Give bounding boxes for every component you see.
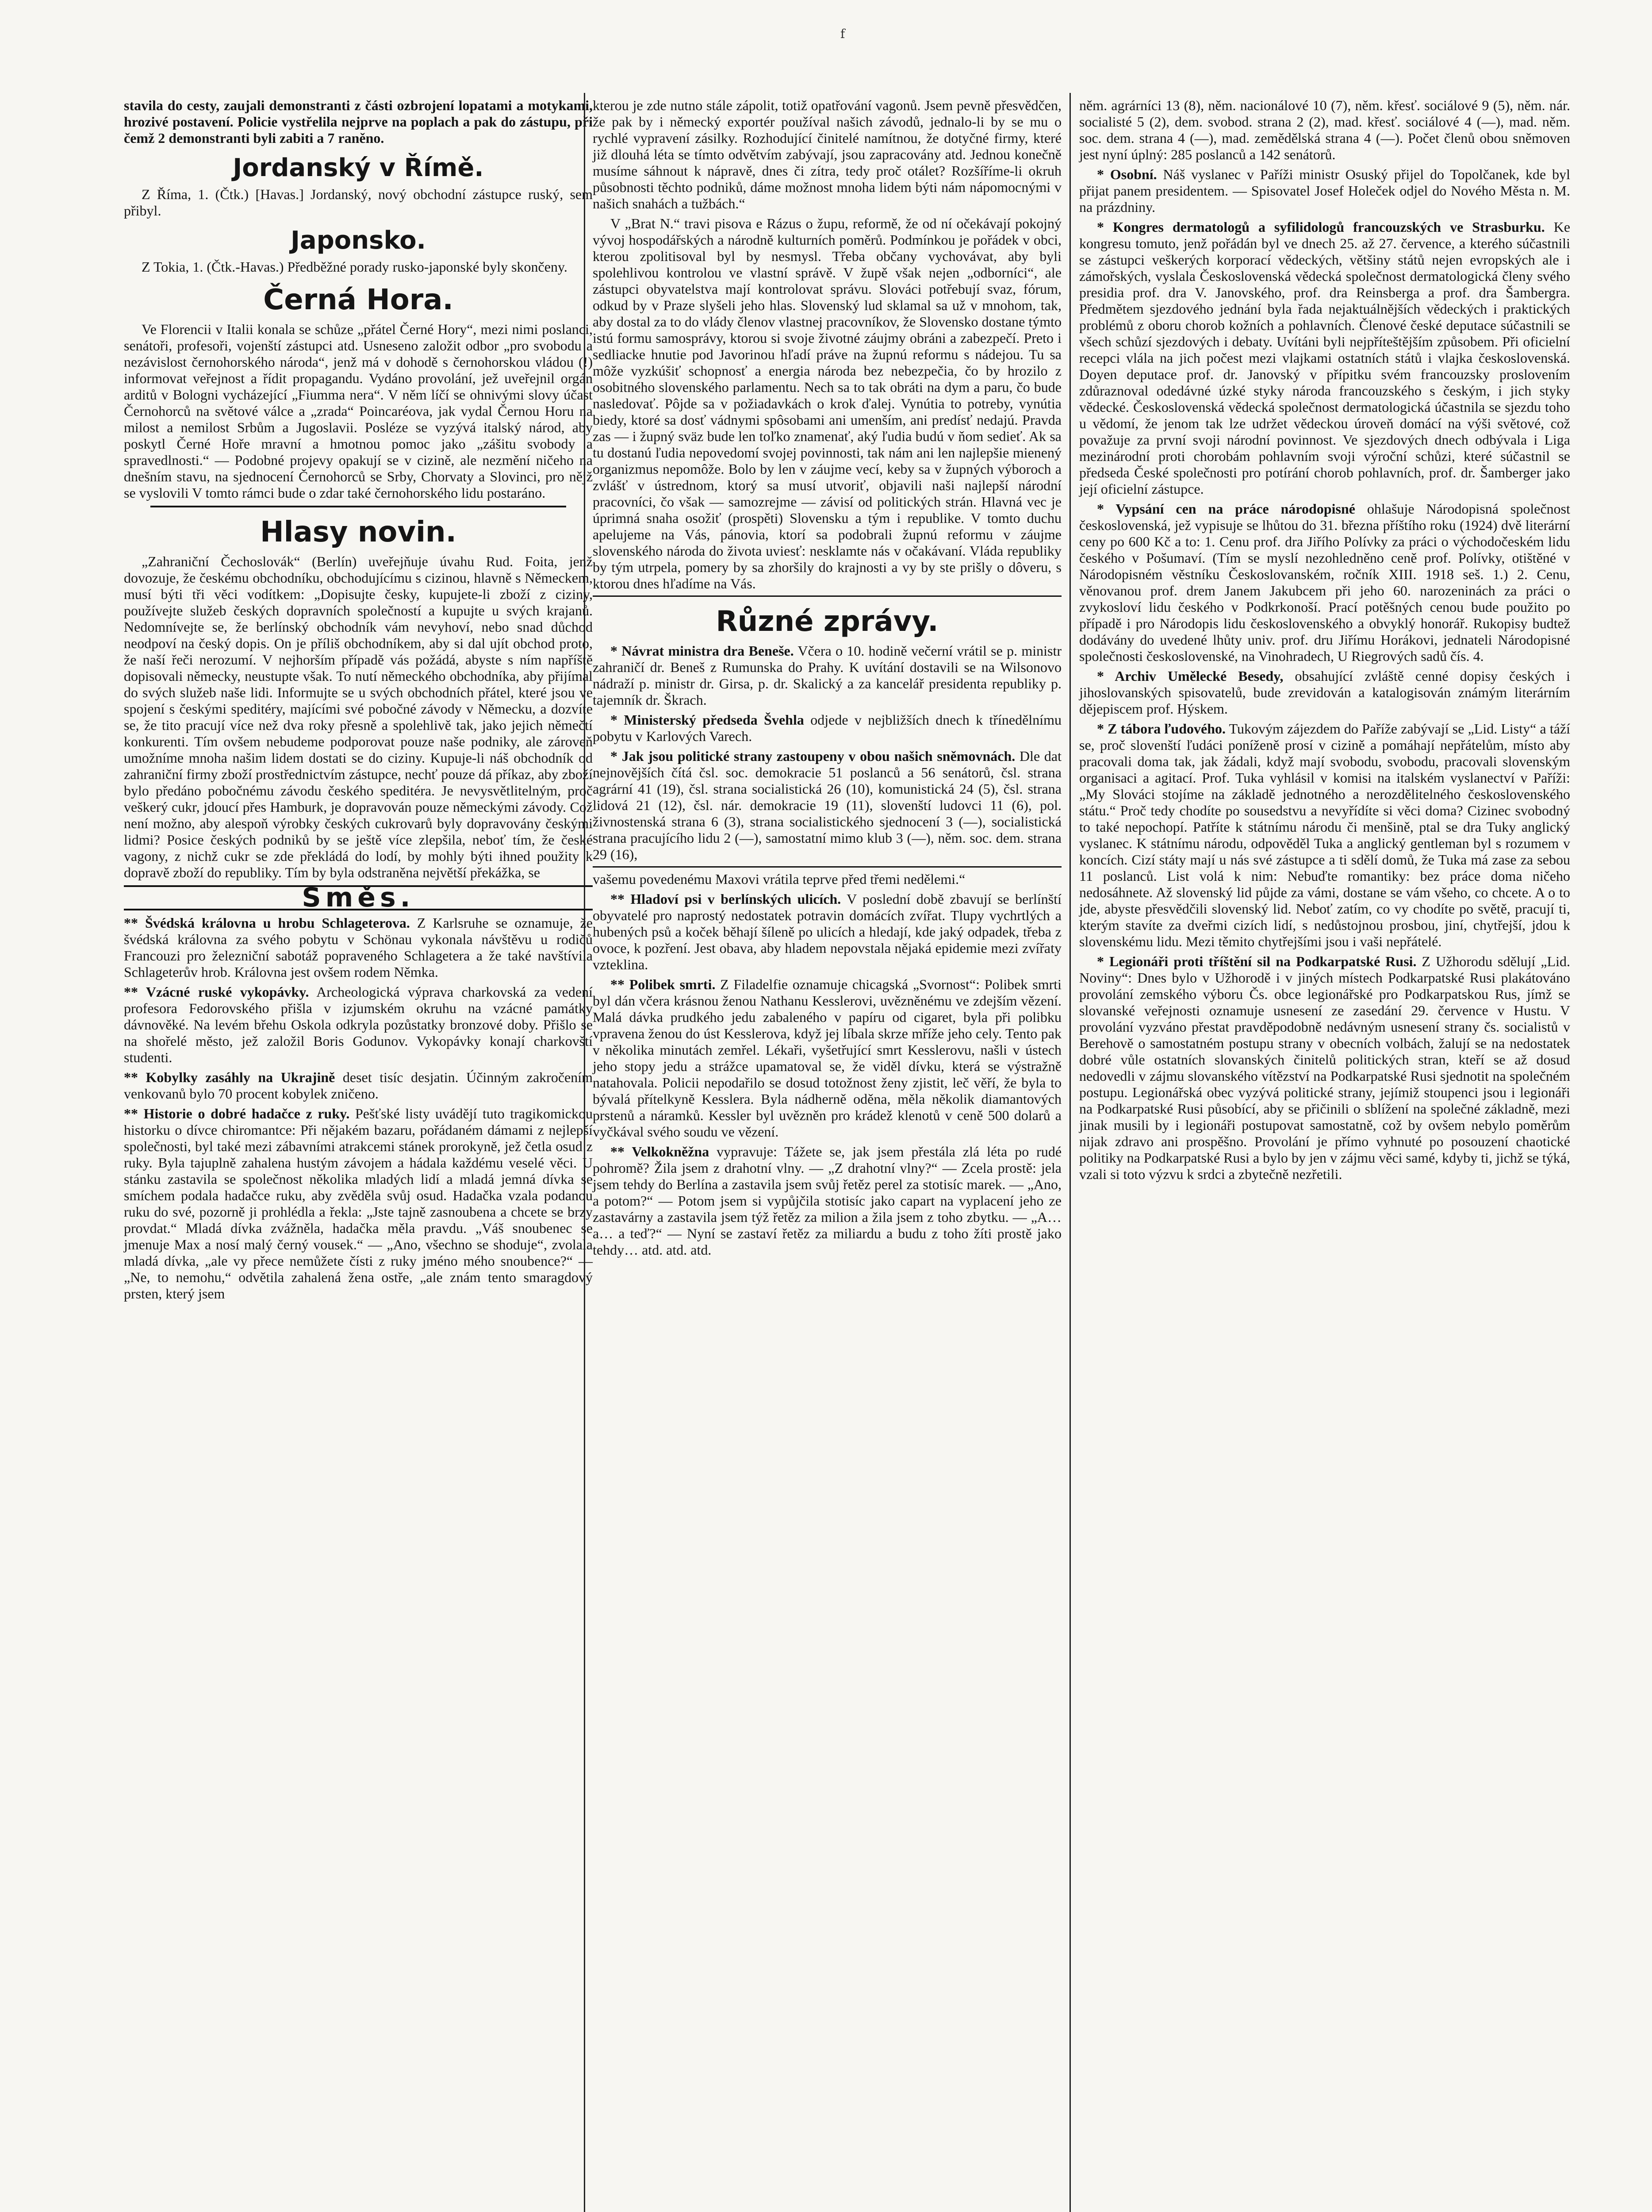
separator	[593, 595, 1062, 597]
column-2	[593, 97, 1062, 1262]
heading-smes: Směs.	[124, 885, 593, 910]
strany-continuation: něm. agrárníci 13 (8), něm. nacionálové 10 (7), něm. křesť. sociálové 9 (5), něm. nár. socialisté 5 (2), dem. svobod. strana 2 (2), mad. křesť. sociálové 4 (—), mad. něm. soc. dem. strana 4 (—), mad. zemědělská strana 4 (—). Počet členů obou sněmoven jest nyní úplný: 285 poslanců a 142 senátorů.	[1079, 97, 1570, 162]
item-lead: ** Kobylky zasáhly na Ukrajině	[124, 1069, 335, 1085]
item-text: Včera o 10. hodině večerní vrátil se p. ministr zahraničí dr. Beneš z Rumunska do Prahy. K uvítání dostavili se na Wilsonovo nádraží p. ministr dr. Girsa, p. dr. Skalický a za kancelář presidenta republiky p. tajemník dr. Škrach.	[593, 643, 1062, 708]
heading-hlasy-novin: Hlasy novin.	[260, 516, 456, 549]
separator	[593, 866, 1062, 868]
item-archiv	[1079, 668, 1570, 717]
item-svedska-kralovna	[124, 915, 593, 980]
item-polibek	[593, 976, 1062, 1140]
item-legionari	[1079, 953, 1570, 1183]
item-lead: * Z tábora ľudového.	[1097, 721, 1226, 737]
hadacka-ending: vašemu povedenému Maxovi vrátila teprve před třemi nedělemi.“	[593, 871, 966, 887]
item-text: Tukovým zájezdem do Paříže zabývají se „Lid. Listy“ a táží se, proč slovenští ľudáci poníženě prosí v cizině a pomáhají nepřátelům, místo aby pracovali doma tak, jak žádali, když mají svobodu, svobodu, pracovali slovenským organisaci a agitací. Prof. Tuka vyhlásil v komisi na italském vyslanectví v Paříži: „My Slováci stojíme na základě jednotného a nerozdělitelného československého státu.“ Proč tedy chodíte po sousedstvu a nevyřídíte si věci doma? Cizinec svobodný to také nepochopí. Patříte k státnímu národu či menšině, ptal se dra Tuky anglický vyslanec. K státnímu národu, odpověděl Tuka a anglický gentleman byl s rozumem v koncích. Cizí státy mají u nás své zástupce a ti sdělí domů, že Tuka má zase za sebou 11 poslanců. List volá k nim: Nebuďte romantiky: bez práce doma ničeho nedosáhnete. Až slovenský lid půjde za vámi, dostane se vám všeho, co chcete. A o to jde, abyste přesvědčili slovenský lid. Neboť zatím, co vy chodíte po světě, pracují ti, kterým stavíte za dveřmi cizích lidí, s nedůstojnou prosbou, jiní, chytřejší, jdou k slovenskému lidu. Mezi těmito chytřejšími jsou i vaši nepřátelé.	[1079, 721, 1571, 949]
article-japonsko: Z Tokia, 1. (Čtk.-Havas.) Předběžné porady rusko-japonské byly skončeny.	[142, 259, 567, 275]
item-lead: * Vypsání cen na práce národopisné	[1097, 501, 1355, 517]
heading-japonsko: Japonsko.	[291, 226, 426, 255]
item-text: Archeologická výprava charkovská za vedení profesora Fedorovského přišla v izjumském okruhu na vzácné památky dávnověké. Na levém břehu Oskola odkryla pozůstatky bronzové doby. Přišlo se na shořelé město, jež založil Boris Godunov. Vykopávky konají charkovští studenti.	[124, 984, 593, 1065]
heading-jordansky: Jordanský v Římě.	[233, 154, 484, 182]
item-text: obsahující zvláště cenné dopisy českých i jihoslovanských spisovatelů, bude zrevidován a katalogisován známým literárním dějepiscem prof. Hýskem.	[1079, 668, 1571, 717]
item-lead: ** Polibek smrti.	[610, 976, 716, 992]
item-text: deset tisíc desjatin. Účinným zakročením venkovanů bylo 70 procent kobylek zničeno.	[124, 1069, 593, 1102]
item-velknezna	[593, 1144, 1062, 1258]
item-text: Náš vyslanec v Paříži ministr Osuský přijel do Topolčanek, kde byl přijat panem presidentem. — Spisovatel Josef Holeček odjel do Nového Města n. M. na prázdniny.	[1079, 166, 1571, 215]
item-lead: * Osobní.	[1097, 166, 1157, 182]
item-lead: ** Hladoví psi v berlínských ulicích.	[610, 891, 841, 907]
item-lead: * Legionáři proti tříštění sil na Podkarpatské Rusi.	[1097, 953, 1417, 969]
item-text: Z Užhorodu sdělují „Lid. Noviny“: Dnes bylo v Užhorodě i v jiných místech Podkarpatské Rusi plakátováno provolání zemského výboru Čs. obce legionářské pro Podkarpatskou Rus, jímž se slovanské veřejnosti oznamuje usnesení ze zasedání 29. července v Hustu. V provolání vyzváno přestat pravděpodobně nedávným usnesení strany čs. socialistů v Berehově o samostatném postupu strany v obecních volbách, žalují se na nedostatek dobré vůle ostatních slovanských činitelů politických stran, kteří se až dosud nedovedli v zájmu slovanského vítězství na Podkarpatské Rusi sjednotit na společném postupu. Legionářská obec vyzývá politické strany, jejímiž stoupenci jsou i legionáři na Podkarpatské Rusi působící, aby se přičinili o sblížení na společné základně, mezi jinak musili by i legionáři postupovat samostatně, což by ovšem nebylo poměrům nijak zdravo ani prospěšno. Provolání je přímo vyhnuté po posouzení chaotické politiky na Podkarpatské Rusi a bylo by jen v zájmu věci samé, kdyby ti, jichž se týká, vzali si toto výzvu k srdci a zbytečně nezřetili.	[1079, 953, 1571, 1182]
item-hadacka	[124, 1106, 593, 1302]
item-lead: * Návrat ministra dra Beneše.	[610, 643, 794, 659]
column-rule-right	[1069, 93, 1071, 2212]
top-mark: f	[840, 27, 845, 41]
item-text: Pešťské listy uvádějí tuto tragikomickou historku o dívce chiromantce: Při nějakém bazaru, pořádaném dámami z nejlepší společnosti, byl také mezi zábavními atrakcemi stánek prorokyně, jež četla osud z ruky. Byla tajuplně zahalena hustým závojem a hádala každému veselé věci. U stánku zastavila se společnost několika mladých lidí a mladá jemná dívka se smíchem podala hadačce ruku, aby zvěděla svůj osud. Hadačka vzala podanou ruku do své, pozorně ji prohlédla a řekla: „Jste tajně zasnoubena a chcete se brzy provdat.“ Mladá dívka zvážněla, hadačka měla pravdu. „Váš snoubenec se jmenuje Max a nosí malý černý vousek.“ — „Ano, všechno se shoduje“, zvolala mladá dívka, „ale vy přece nemůžete čísti z ruky jméno mého snoubence?“ — „Ne, to nemohu,“ odvětila zahalená žena ostře, „ale znám tento smaragdový prsten, který jsem	[124, 1106, 593, 1302]
item-psi	[593, 891, 1062, 973]
item-text: Ke kongresu tomuto, jenž pořádán byl ve dnech 25. až 27. července, a kterého súčastnili se zástupci veškerých korporací vědeckých, většiny států nejen evropských ale i zámořských, vyslala Československá vědecká společnost dermatologická členy svého presidia prof. dra V. Janovského, prof. dra Reinsberga a prof. dra Šambergra. Předmětem sjezdového jednání byla řada nejaktuálnějších vědeckých i praktických problémů z oboru chorob kožních a pohlavních. Členové české deputace súčastnili se všech schůzí sjezdových i debaty. Uvítáni byli nejpříteštějším způsobem. Při oficielní recepci vlála na jich počest mezi vlajkami ostatních států i vlajka československá. Doyen deputace prof. dr. Janovský v přípitku svém francouzsky proslovením zdůraznoval odedávné úzké styky národa francouzského s českým, i jich styky vědecké. Československá vědecká společnost dermatologická účastnila se sjezdu toho u vědomí, že jenom tak lze udržet vědeckou úroveň domácí na výši světové, což považuje za první svoji národní povinnost. Ve sjezdových dnech odbývala i Liga mezinárodní proti chorobám pohlavním svoji výroční schůzi, které súčastnil se předseda České společnosti pro potírání chorob pohlavních, prof. dr. Šamberger jako její oficielní zástupce.	[1079, 219, 1571, 497]
item-lead: * Jak jsou politické strany zastoupeny v obou našich sněmovnách.	[610, 748, 1016, 764]
item-lead: ** Švédská královna u hrobu Schlageterova.	[124, 915, 410, 931]
intro-paragraph: stavila do cesty, zaujali demonstranti z části ozbrojení lopatami a motykami, hrozivé postavení. Policie vystřelila nejprve na poplach a pak do zástupu, při čemž 2 demonstranti byli zabiti a 7 raněno.	[124, 97, 593, 146]
item-lead: ** Historie o dobré hadačce z ruky.	[124, 1106, 350, 1121]
item-lead: * Archiv Umělecké Besedy,	[1097, 668, 1284, 684]
item-text: Dle dat nejnovějších čítá čsl. soc. demokracie 51 poslanců a 56 senátorů, čsl. strana agrární 41 (19), čsl. strana socialistická 26 (10), komunistická 24 (5), čsl. strana lidová 21 (12), čsl. nár. demokracie 19 (11), slovenští ludovci 11 (6), pol. živnostenská strana 6 (3), strana socialistického sjednocení 3 (—), socialistická strana pracujícího lidu 2 (—), samostatní mimo klub 3 (—), něm. soc. dem. strana 29 (16),	[593, 748, 1062, 862]
item-lead: ** Velkokněžna	[610, 1144, 709, 1160]
separator	[150, 506, 566, 507]
item-lead: * Ministerský předseda Švehla	[610, 712, 804, 728]
article-jordansky: Z Říma, 1. (Čtk.) [Havas.] Jordanský, nový obchodní zástupce ruský, sem přibyl.	[124, 186, 593, 219]
article-cerna-hora: Ve Florencii v Italii konala se schůze „přátel Černé Hory“, mezi nimi poslanci, senátoři, profesoři, vojenští zástupci atd. Usneseno založit odbor „pro svobodu a nezávislost černohorského národa“, jenž má v dohodě s černohorskou vládou (!) informovat veřejnost a řídit propagandu. Vydáno provolání, jež uveřejnil orgán arditů v Bologni vycházející „Fiumma nera“. V něm líčí se ohnivými slovy účast Černohorců na světové válce a „zrada“ Poincaréova, jak vydal Černou Horu na milost a nemilost Srbům a Jugoslavii. Posléze se vyzývá italský národ, aby poskytl Černé Hoře mravní a hmotnou pomoc jako „zášitu svobody a spravedlnosti.“ — Podobné projevy opakují se v cizině, ale nezmění ničeho na dnešním stavu, na sjednocení Černohorců se Srby, Chorvaty a Slovinci, pro nějž se vyslovili V tomto rámci bude o zdar také černohorského lidu postaráno.	[124, 321, 593, 501]
article-continuation: kterou je zde nutno stále zápolit, totiž opatřování vagonů. Jsem pevně přesvědčen, že pak by i německý exportér používal našich závodů, jednalo-li by se mu o rychlé vypravení zásilky. Rozhodující činitelé namítnou, že dotyčné firmy, které již dlouhá léta se tímto odvětvím zabývají, jsou zapracovány atd. Jednou konečně musíme sáhnout k nápravě, dnes či zítra, tedy proč otálet? Rozšíříme-li okruh působnosti těchto podniků, dáme možnost mnoha lidem býti nám nápomocnými v našich snahách a tužbách.“	[593, 97, 1062, 211]
item-kongres	[1079, 219, 1570, 497]
item-text: ohlašuje Národopisná společnost československá, jež vypisuje se lhůtou do 31. března příštího roku (1924) dvě literární ceny po 600 Kč a to: 1. Cenu prof. dra Jiřího Polívky za práci o východočeském lidu českého v Pošumaví. (Tím se myslí nezohledněno ceně prof. Polívky, otištěné v Národopisném věstníku Českoslovanském, ročník XIII. 1918 seš. 1.) 2. Cenu, věnovanou prof. drem Janem Jakubcem při jeho 60. narozeninách za práci o zvykosloví lidu českého v Podkrkonoší. Prací potěšných cenou bude použito po případě i pro Národopis lidu československého a obvyklý honorář. Rukopisy budtež dodávány do uvedené lhůty univ. prof. dru Jiřímu Horákovi, jednateli Národopisné společnosti československé, na Vinohradech, U Riegrových sadů čís. 4.	[1079, 501, 1571, 664]
item-svehla	[593, 712, 1062, 745]
item-lead: * Kongres dermatologů a syfilidologů francouzských ve Strasburku.	[1097, 219, 1545, 235]
item-text: odjede v nejbližších dnech k třínedělnímu pobytu v Karlových Varech.	[593, 712, 1062, 744]
article-hlasy-novin: „Zahraniční Čechoslovák“ (Berlín) uveřejňuje úvahu Rud. Foita, jenž dovozuje, že českému obchodníku, obchodujícímu s cizinou, hlavně s Německem, musí býti tři věci vodítkem: „Dopisujte česky, kupujete-li zboží z ciziny, používejte služeb českých dopravních společností a kupujte u svých krajanů. Nedomnívejte se, že berlínský obchodník vám nevyhoví, nebo snad důchod neodpoví na český dopis. On je příliš obchodníkem, aby si dal ujít obchod proto, že naší řeči nerozumí. V nejhorším případě vás požádá, abyste s ním napříště dopisovali německy, neustupte však. To nutí německého obchodníka, aby přijímal do svých služeb naše lidi. Informujte se u svých obchodních přátel, které jsou ve spojení s českými speditéry, majícími své pobočné závody v Německu, a dozvíte se, že tito pracují více než dva roky přesně a spolehlivě tak, jako jejich němečtí konkurenti. Tím ovšem nebudeme podporovat pouze naše podniky, ale zároveň umožníme mnoha našim lidem dostati se do ciziny. Kupuje-li náš obchodník od zahraniční firmy zboží prostřednictvím zástupce, nechť pouze dá příkaz, aby zboží bylo předáno pobočnému závodu českého speditéra. Je nevysvětlitelným, proč veškerý cukr, jdoucí přes Hamburk, je dopravován pouze německými závody. Což není možno, aby alespoň výrobky českých cukrovarů byly dopravovány českými lidmi? Posice českých podniků by se ještě více zlepšila, neboť tím, že české vagony, z nichž cukr se zde překládá do lodí, by mohly býti ihned použity k dopravě zboží do republiky. Tím by byla odstraněna největší překážka, se	[124, 553, 593, 880]
item-ceny	[1079, 501, 1570, 664]
item-text: V poslední době zbavují se berlínští obyvatelé pro naprostý nedostatek potravin domácích zvířat. Tlupy vychrtlých a hubených psů a koček běhají šíleně po ulicích a hledají, kde jaký odpadek, třeba z ovoce, k pozření. Jest obava, aby hladem nepovstala nějaká epidemie mezi zvířaty vzteklina.	[593, 891, 1062, 972]
item-text: vypravuje: Tážete se, jak jsem přestála zlá léta po rudé pohromě? Žila jsem z drahotní vlny. — „Z drahotní vlny?“ — Zcela prostě: jela jsem tehdy do Berlína a zastavila jsem svůj řetěz perel za stotisíc marek. — „Ano, a potom?“ — Potom jsem si vypůjčila stotisíc jako capart na vyplacení jeho ze zastavárny a zastavila jsem týž řetěz za milion a žila jsem z toho zbytku. — „A… a… a teď?“ — Nyní se zastaví řetěz za miliardu a budu z toho žíti prostě jako tehdy… atd. atd. atd.	[593, 1144, 1062, 1258]
item-vykopavky	[124, 984, 593, 1066]
item-benes	[593, 643, 1062, 708]
item-strany	[593, 748, 1062, 863]
article-brat: V „Brat N.“ travi pisova e Rázus o župu, reformě, že od ní očekávají pokojný vývoj hospodářských a národně kulturních poměrů. Podmínkou je pořádek v obci, kterou zpolitisoval byl by nesmysl. Třeba občany vychovávat, aby byli spolehlivou kontrolou ve vlastní správě. V župě však nejen „odborníci“, ale zástupci obyvatelstva mají kontrolovat správu. Slováci potřebují svaz, fórum, odkud by v Praze slyšeli jeho hlas. Slovenský lud sklamal sa už v mnohom, tak, aby dostal za to do vlády členov vlastnej pracovníkov, že Slovensko dostane týmto istú formu samosprávy, ktorou si svoje životné záujmy obráni a zabezpečí. Preto i sedliacke hnutie pod Javorinou hľadí práve na župnú reformu s nádejou. Tu sa môže vyzkúšiť schopnosť a energia národa bez nebezpečia, čo by hrozilo z osobitného slovenského parlamentu. Nech sa to tak obráti na dym a paru, čo bude nasledovať. Pôjde sa v požiadavkách o krok ďalej. Vynútia to potreby, vynútia biedy, ktoré sa dosť vádnymi spôsobami ani umenším, ani predísť nedajú. Pravda zas — i župný sväz bude len toľko znamenať, aký ľudia budú v ňom sedieť. Ak sa tu dostanú ľudia nepovedomí svojej povinnosti, tak nám ani len najlepšie mienený organizmus nepomôže. Bolo by len v záujme vecí, keby sa v župných výboroch a zvlášť v ústrednom, ktorý sa musí utvoriť, objavili naši najlepší národní pracovníci, čo však — samozrejme — závisí od politických strán. Hlavná vec je úprimná snaha osožiť (prospěti) Slovensku a tým i republike. V tomto duchu apelujeme na Vás, pánovia, ktorí sa podobrali župnú reformu v záujme slovenského národa do života uviesť: nesklamte nás v očakávaní. Vláda republiky by tým utrpela, pomery by sa zhoršily do krajnosti a vy by ste prišly o dôveru, s ktorou dnes hľadíme na Vás.	[593, 215, 1062, 591]
item-tabor	[1079, 721, 1570, 950]
item-osobni	[1079, 166, 1570, 215]
item-kobylky	[124, 1069, 593, 1102]
column-1	[124, 97, 593, 1306]
item-text: Z Filadelfie oznamuje chicagská „Svornost“: Polibek smrti byl dán včera krásnou ženou Nathanu Kesslerovi, uvězněnému ve zdejším vězení. Malá dávka prudkého jedu zabaleného v papíru od cigaret, byla při polibku vpravena ženou do úst Kesslerova, když jej líbala skrze mříže jeho cely. Tento pak v několika minutách zemřel. Lékaři, vyšetřující smrt Kesslerovu, našli v ústech jeho stopy jedu a strážce upamatoval se, že viděl dívku, která se výstražně natahovala. Policii nepodařilo se dosud totožnost ženy zjistit, leč věří, že byla to bývalá přítelkyně Kesslera. Byla nádherně oděna, měla několik diamantových prstenů a náramků. Kessler byl uvězněn pro krádež klenotů v ceně 500 dolarů a vyčkával svého soudu ve vězení.	[593, 976, 1062, 1140]
item-text: Z Karlsruhe se oznamuje, že švédská královna za svého pobytu v Schönau vykonala návštěvu u rodičů Francouzi pro železniční sabotáž popraveného Schlagetera a že také navštívila Schlageterův hrob. Královna jest ovšem rodem Němka.	[124, 915, 593, 980]
item-lead: ** Vzácné ruské vykopávky.	[124, 984, 309, 1000]
heading-ruzne-zpravy: Různé zprávy.	[716, 605, 939, 638]
heading-cerna-hora: Černá Hora.	[263, 284, 453, 316]
column-3	[1079, 97, 1570, 1186]
